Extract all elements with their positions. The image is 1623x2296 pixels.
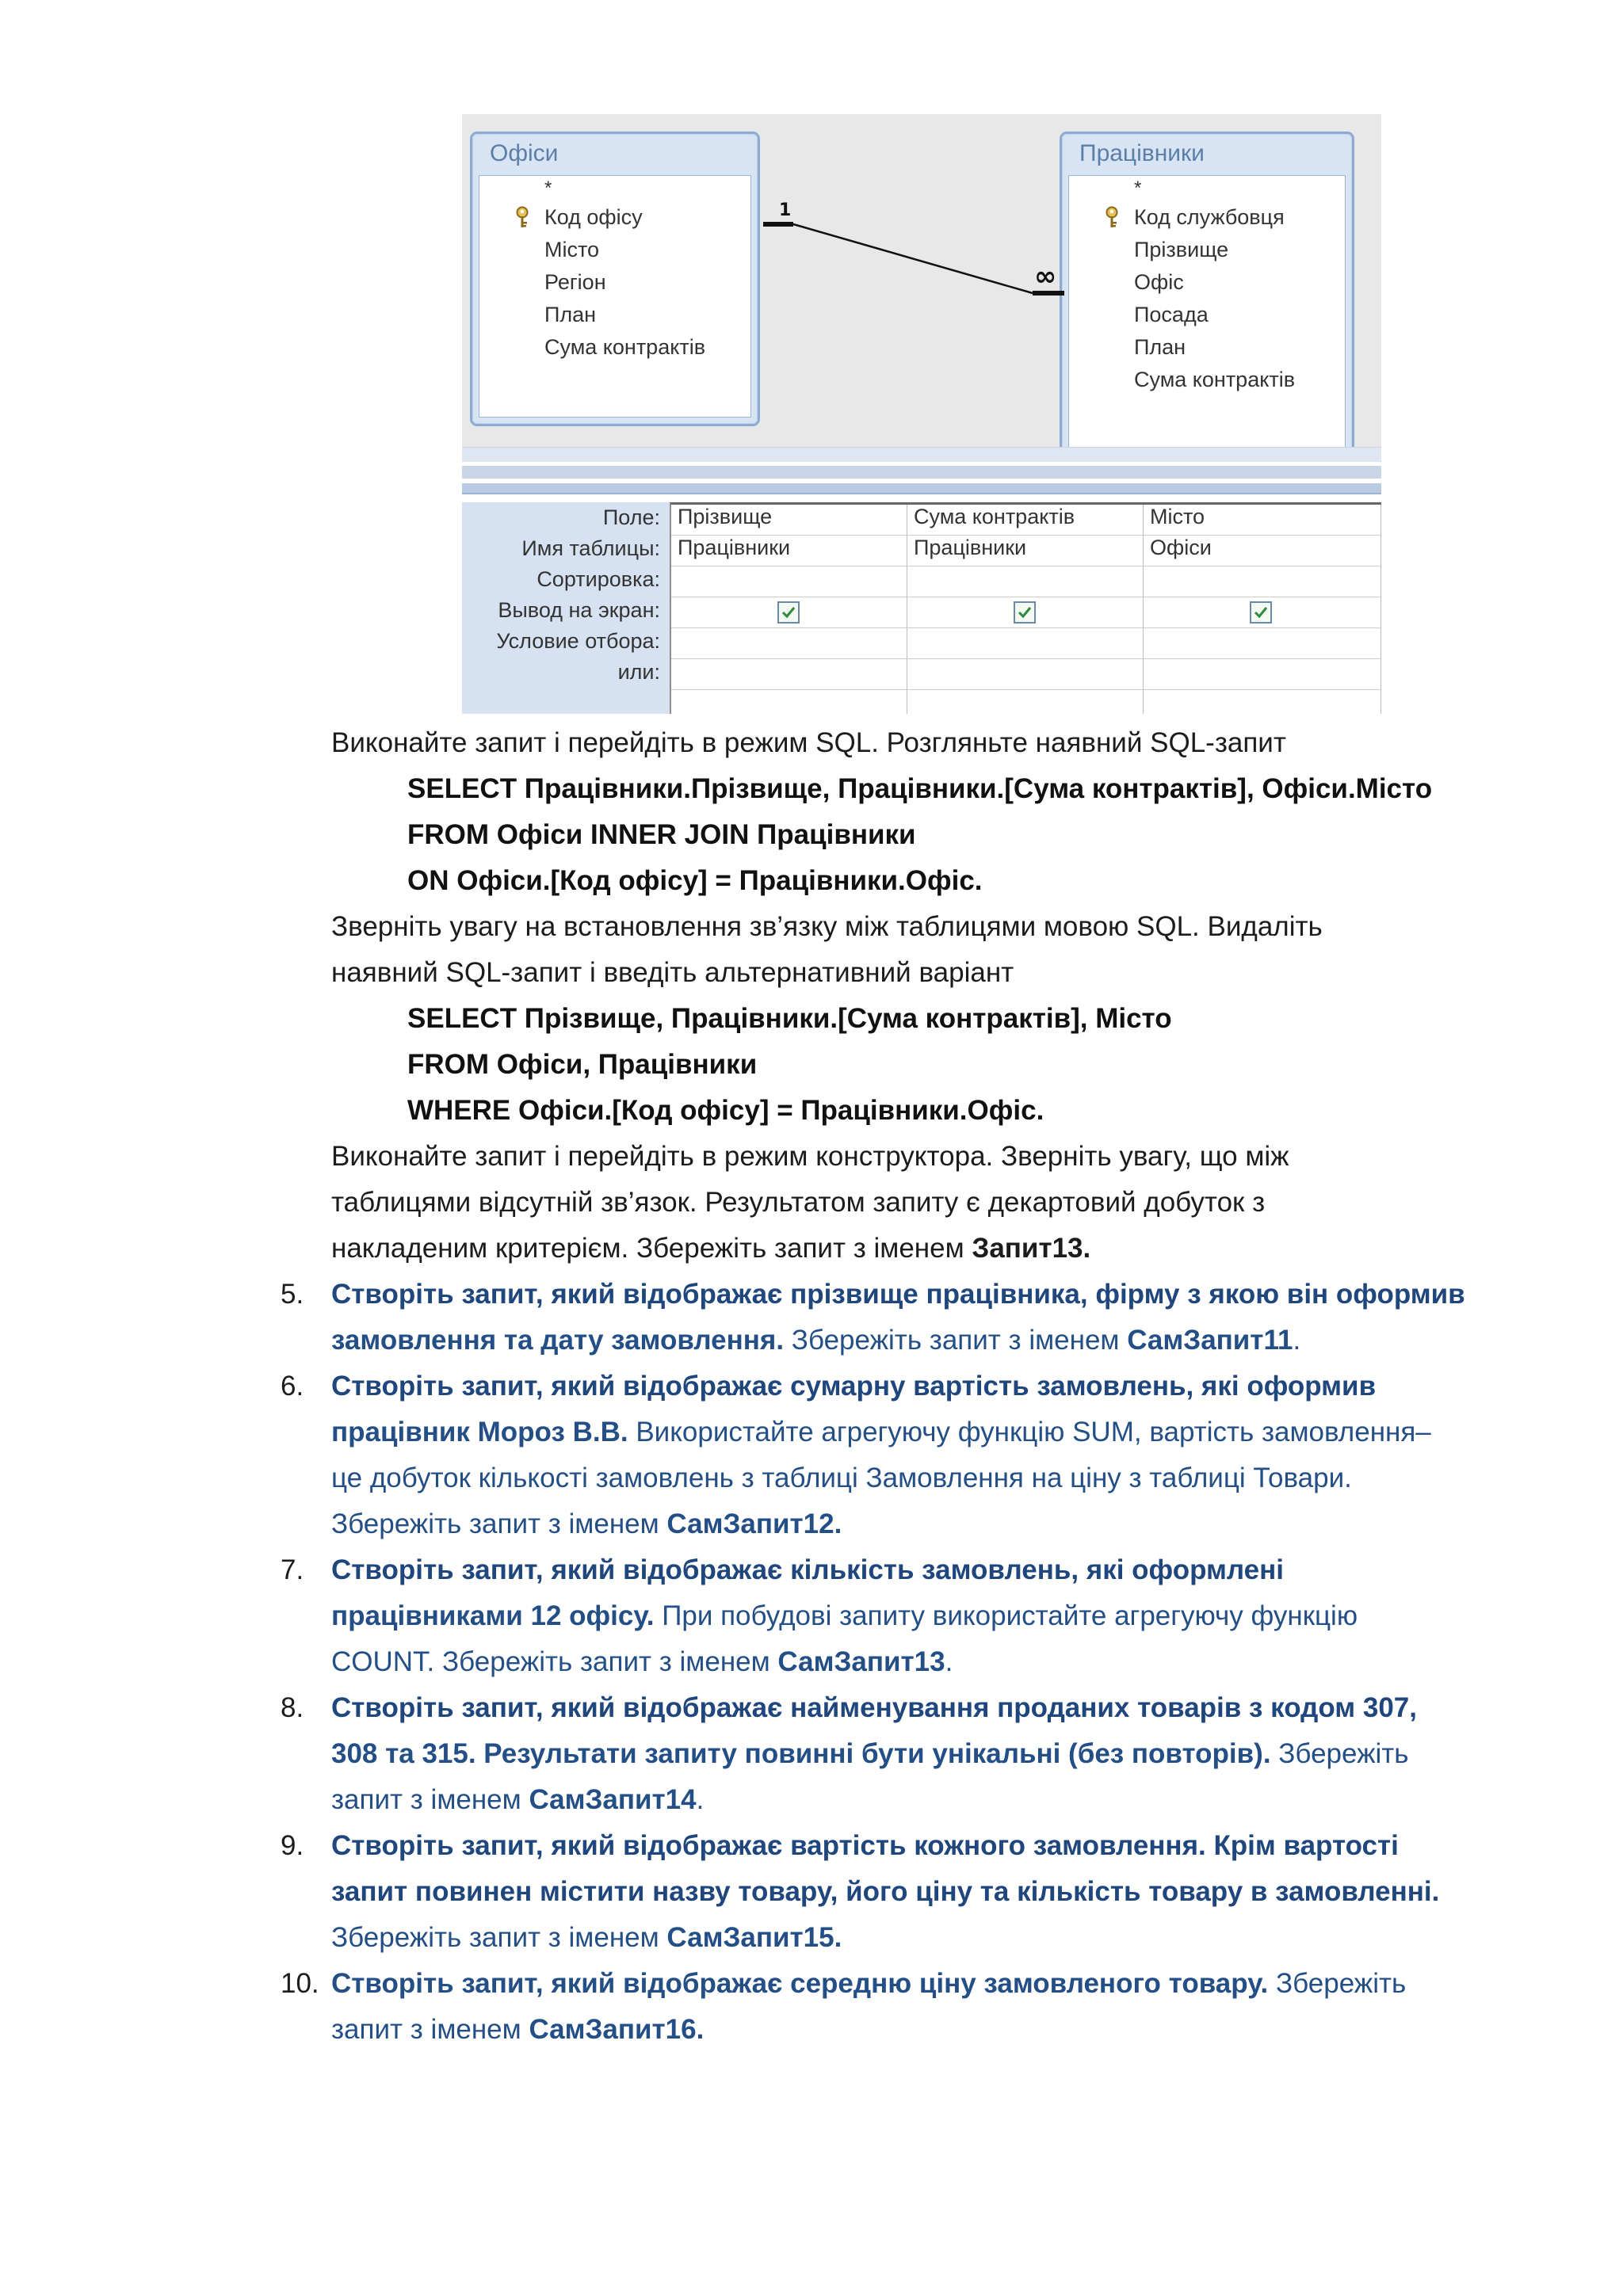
text-run: . bbox=[945, 1646, 953, 1677]
show-checkbox[interactable] bbox=[1250, 601, 1272, 624]
row-label-sort: Сортировка: bbox=[537, 567, 660, 591]
sql-code-line: SELECT Працівники.Прізвище, Працівники.[Сума контрактів], Офіси.Місто bbox=[407, 773, 1433, 804]
relation-one-label: 1 bbox=[779, 200, 792, 220]
task-number: 5. bbox=[281, 1279, 304, 1310]
text-run: Збережіть запит з іменем bbox=[331, 1508, 667, 1539]
text-run: Збережіть bbox=[1270, 1738, 1409, 1769]
field-surname[interactable]: Прізвище bbox=[1134, 238, 1229, 261]
task-number: 8. bbox=[281, 1692, 304, 1723]
grid-criteria-cell[interactable] bbox=[907, 628, 1144, 659]
paragraph-relation-note: Зверніть увагу на встановлення зв’язку між таблицями мовою SQL. Видаліть bbox=[331, 911, 1323, 942]
task-10-line bbox=[331, 2012, 704, 2047]
row-label-field: Поле: bbox=[602, 505, 660, 529]
query-name: Запит13. bbox=[972, 1233, 1091, 1264]
task-6-line: це добуток кількості замовлень з таблиці Замовлення на ціну з таблиці Товари. bbox=[331, 1463, 1352, 1493]
show-checkbox[interactable] bbox=[1014, 601, 1036, 624]
query-name: СамЗапит12. bbox=[666, 1508, 842, 1539]
text-run: Збережіть запит з іменем bbox=[331, 1922, 667, 1953]
paragraph-run-sql-mode: Виконайте запит і перейдіть в режим SQL. Розгляньте наявний SQL-запит bbox=[331, 727, 1286, 758]
task-5-line bbox=[331, 1323, 1300, 1358]
paragraph-designer-mode: таблицями відсутній зв’язок. Результатом запиту є декартовий добуток з bbox=[331, 1187, 1266, 1218]
grid-table-cell[interactable]: Офіси bbox=[1144, 536, 1381, 566]
grid-criteria-cell[interactable] bbox=[1144, 628, 1381, 659]
table-pane bbox=[462, 114, 1381, 447]
checkmark-icon bbox=[781, 605, 796, 620]
sql-code-line: WHERE Офіси.[Код офісу] = Працівники.Офіс. bbox=[407, 1095, 1044, 1126]
pane-splitter[interactable] bbox=[462, 447, 1381, 462]
text-run: замовлення та дату замовлення. bbox=[331, 1325, 785, 1356]
design-grid bbox=[670, 502, 1381, 714]
pane-splitter-bar bbox=[462, 466, 1381, 479]
text-run: накладеним критерієм. Збережіть запит з іменем bbox=[331, 1233, 972, 1264]
row-label-criteria: Условие отбора: bbox=[496, 629, 660, 653]
field-all[interactable]: * bbox=[1134, 177, 1142, 199]
task-6-line bbox=[331, 1415, 1431, 1450]
grid-field-cell[interactable]: Сума контрактів bbox=[907, 505, 1144, 536]
text-run: Збережіть bbox=[1268, 1968, 1407, 1999]
field-office[interactable]: Офіс bbox=[1134, 270, 1184, 294]
pane-splitter-bar bbox=[462, 483, 1381, 494]
task-number: 9. bbox=[281, 1830, 304, 1861]
query-name: СамЗапит14 bbox=[529, 1784, 697, 1815]
task-5-line: Створіть запит, який відображає прізвище працівника, фірму з якою він оформив bbox=[331, 1279, 1465, 1310]
relation-many-label: ∞ bbox=[1034, 261, 1057, 292]
query-name: СамЗапит13 bbox=[777, 1646, 945, 1677]
relationship-line[interactable] bbox=[462, 114, 1381, 447]
task-9-line: запит повинен містити назву товару, його ціну та кількість товару в замовленні. bbox=[331, 1876, 1440, 1907]
task-10-line bbox=[331, 1966, 1406, 2001]
sql-code-line: FROM Офіси, Працівники bbox=[407, 1049, 758, 1080]
query-name: СамЗапит15. bbox=[666, 1922, 842, 1953]
grid-sort-cell[interactable] bbox=[1144, 566, 1381, 597]
field-plan[interactable]: План bbox=[1134, 335, 1186, 359]
task-8-line bbox=[331, 1737, 1409, 1772]
grid-or-cell[interactable] bbox=[671, 659, 907, 690]
grid-field-cell[interactable]: Місто bbox=[1144, 505, 1381, 536]
grid-criteria-cell[interactable] bbox=[671, 628, 907, 659]
field-label: Код службовця bbox=[1134, 205, 1285, 229]
grid-empty-cell[interactable] bbox=[1144, 690, 1381, 714]
grid-sort-cell[interactable] bbox=[671, 566, 907, 597]
field-plan[interactable]: План bbox=[544, 303, 597, 326]
task-7-line: Створіть запит, який відображає кількість замовлень, які оформлені bbox=[331, 1554, 1285, 1585]
text-run: Використайте агрегуючу функцію SUM, вартість замовлення– bbox=[628, 1417, 1431, 1447]
text-run: При побудові запиту використайте агрегуючу функцію bbox=[654, 1600, 1358, 1631]
grid-show-cell bbox=[1144, 597, 1381, 628]
row-label-show: Вывод на экран: bbox=[498, 598, 660, 622]
sql-code-line: ON Офіси.[Код офісу] = Працівники.Офіс. bbox=[407, 865, 983, 896]
task-8-line bbox=[331, 1783, 704, 1817]
field-city[interactable]: Місто bbox=[544, 238, 600, 261]
field-contract-sum[interactable]: Сума контрактів bbox=[1134, 368, 1296, 391]
checkmark-icon bbox=[1017, 605, 1033, 620]
row-label-or: или: bbox=[617, 660, 660, 684]
checkmark-icon bbox=[1253, 605, 1269, 620]
table-offices-title: Офіси bbox=[490, 140, 559, 166]
text-run: запит з іменем bbox=[331, 2014, 529, 2045]
text-run: Збережіть запит з іменем bbox=[784, 1325, 1128, 1356]
task-number: 7. bbox=[281, 1554, 304, 1585]
grid-field-cell[interactable]: Прізвище bbox=[671, 505, 907, 536]
task-7-line bbox=[331, 1599, 1358, 1634]
grid-empty-cell[interactable] bbox=[671, 690, 907, 714]
paragraph-designer-mode bbox=[331, 1231, 1090, 1266]
grid-table-cell[interactable]: Працівники bbox=[671, 536, 907, 566]
grid-or-cell[interactable] bbox=[907, 659, 1144, 690]
sql-code-line: FROM Офіси INNER JOIN Працівники bbox=[407, 819, 916, 850]
paragraph-relation-note: наявний SQL-запит і введіть альтернативний варіант bbox=[331, 957, 1014, 988]
task-9-line: Створіть запит, який відображає вартість кожного замовлення. Крім вартості bbox=[331, 1830, 1399, 1861]
text-run: працівник Мороз В.В. bbox=[331, 1417, 628, 1447]
task-9-line bbox=[331, 1920, 842, 1955]
task-number: 6. bbox=[281, 1371, 304, 1402]
table-employees-title: Працівники bbox=[1079, 140, 1205, 166]
field-position[interactable]: Посада bbox=[1134, 303, 1209, 326]
grid-row-labels bbox=[462, 502, 670, 714]
sql-code-line: SELECT Прізвище, Працівники.[Сума контрактів], Місто bbox=[407, 1003, 1172, 1034]
field-region[interactable]: Регіон bbox=[544, 270, 606, 294]
grid-sort-cell[interactable] bbox=[907, 566, 1144, 597]
task-6-line bbox=[331, 1507, 842, 1542]
show-checkbox[interactable] bbox=[777, 601, 800, 624]
text-run: COUNT. Збережіть запит з іменем bbox=[331, 1646, 778, 1677]
field-contract-sum[interactable]: Сума контрактів bbox=[544, 335, 706, 359]
field-label: Код офісу bbox=[544, 205, 643, 229]
grid-or-cell[interactable] bbox=[1144, 659, 1381, 690]
text-run: 308 та 315. Результати запиту повинні бути унікальні (без повторів). bbox=[331, 1738, 1271, 1769]
paragraph-designer-mode: Виконайте запит і перейдіть в режим конструктора. Зверніть увагу, що між bbox=[331, 1141, 1289, 1172]
task-number: 10. bbox=[281, 1968, 319, 1999]
grid-show-cell bbox=[671, 597, 907, 628]
grid-table-cell[interactable]: Працівники bbox=[907, 536, 1144, 566]
query-name: СамЗапит11 bbox=[1127, 1325, 1293, 1356]
task-8-line: Створіть запит, який відображає найменування проданих товарів з кодом 307, bbox=[331, 1692, 1417, 1723]
text-run: запит з іменем bbox=[331, 1784, 529, 1815]
query-name: СамЗапит16. bbox=[529, 2014, 705, 2045]
grid-empty-cell[interactable] bbox=[907, 690, 1144, 714]
grid-show-cell bbox=[907, 597, 1144, 628]
query-designer-screenshot bbox=[462, 114, 1381, 714]
text-run: працівниками 12 офісу. bbox=[331, 1600, 655, 1631]
text-run: . bbox=[696, 1784, 705, 1815]
field-all[interactable]: * bbox=[544, 177, 552, 199]
text-run: . bbox=[1293, 1325, 1301, 1356]
row-label-table: Имя таблицы: bbox=[521, 536, 660, 560]
task-6-line: Створіть запит, який відображає сумарну вартість замовлень, які оформив bbox=[331, 1371, 1377, 1402]
text-run: Створіть запит, який відображає середню ціну замовленого товару. bbox=[331, 1968, 1269, 1999]
task-7-line bbox=[331, 1645, 953, 1680]
